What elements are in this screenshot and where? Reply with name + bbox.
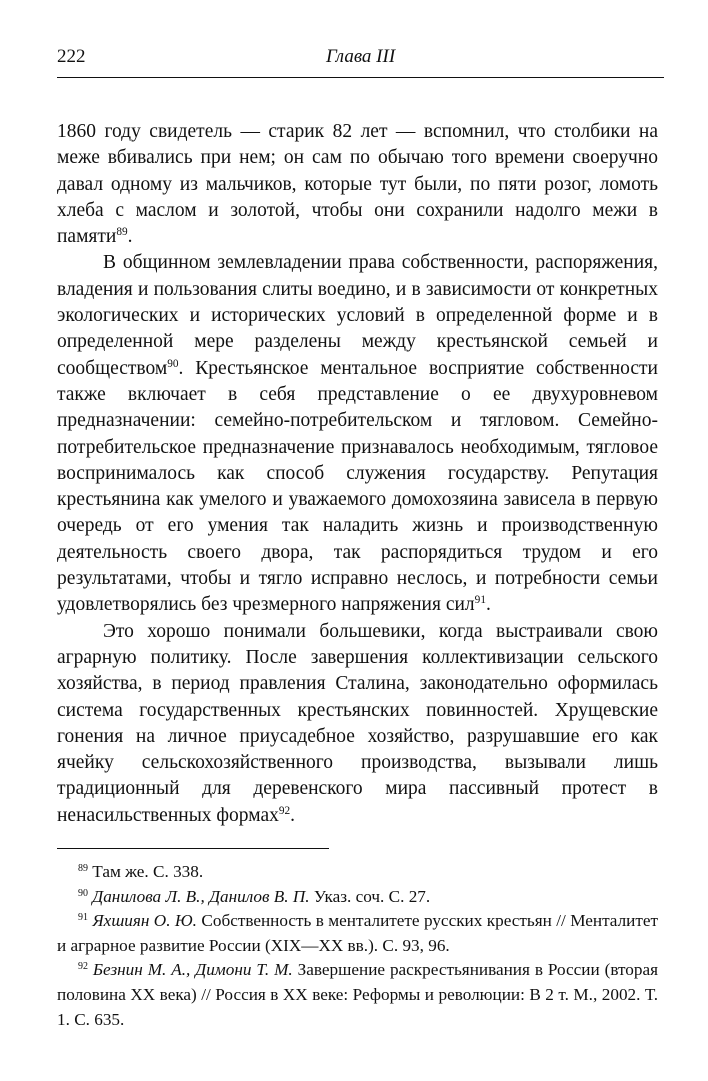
footnote-author: Безнин М. А., Димони Т. М. (92, 960, 293, 980)
paragraph-text: Это хорошо понимали большевики, когда выстраивали свою аграрную политику. После завершения коллективизации сельского хозяйства, в период правления Сталина, законодательно оформилась система государственных крестьянских повинностей. Хрущевские гонения на личное приусадебное хозяйство, разрушавшие его как ячейку сельскохозяйственного производства, вызывали лишь традиционный для деревенского мира пассивный протест в ненасильственных формах (57, 620, 658, 826)
footnote-text: Завершение раскрестьянивания в России (вторая половина XX века) // Россия в XX веке: Реформы и революции: В 2 т. М., 2002. Т. 1. С. 635. (57, 960, 659, 1029)
paragraph-end: . (127, 226, 133, 248)
footnote-number: 92 (78, 961, 88, 973)
main-text (57, 119, 658, 829)
footnote-90 (57, 885, 658, 910)
running-header (57, 42, 664, 72)
footnote-ref-89: 89 (116, 226, 128, 239)
footnote-ref-92: 92 (278, 804, 291, 817)
footnote-text: Собственность в менталитете русских крестьян // Менталитет и аграрное развитие России (XIX—XX вв.). С. 93, 96. (57, 911, 659, 955)
footnote-separator (57, 848, 329, 849)
footnote-91 (57, 909, 658, 958)
footnote-author: Яхшиян О. Ю. (92, 911, 197, 931)
footnote-text: Там же. С. 338. (92, 862, 204, 881)
footnote-89 (57, 860, 658, 885)
footnote-text: Указ. соч. С. 27. (313, 886, 431, 906)
footnote-92 (57, 958, 658, 1032)
paragraph-3 (57, 619, 658, 829)
footnote-ref-91: 91 (474, 594, 486, 607)
paragraph-end: . (485, 594, 491, 616)
paragraph-text-continued: . Крестьянское ментальное восприятие собственности также включает в себя представление о ее двухуровневом предназначении: семейно-потребительском и тягловом. Семейно-потребительское предназначение признавалось необходимым, тягловое воспринималось как способ служения государству. Репутация крестьянина как умелого и уважаемого домохозяина зависела в первую очередь от его умения так наладить жизнь и производственную деятельность своего двора, так распорядиться трудом и его результатами, чтобы и тягло исправно неслось, и потребности семьи удовлетворялись без чрезмерного напряжения сил (57, 357, 658, 616)
footnote-number: 91 (78, 912, 88, 924)
paragraph-text: В общинном землевладении права собственности, распоряжения, владения и пользования слиты воедино, и в зависимости от конкретных экологических и исторических условий в определенной форме и в определенной мере разделены между крестьянской семьей и сообществом (57, 252, 658, 379)
chapter-title: Глава III (326, 46, 396, 67)
paragraph-text: 1860 году свидетель — старик 82 лет — вспомнил, что столбики на меже вбивались при нем; он сам по обычаю того времени своеручно давал одному из мальчиков, которые тут были, по пяти розог, ломоть хлеба с маслом и золотой, чтобы они сохранили надолго межи в памяти (57, 121, 658, 248)
footnote-author: Данилова Л. В., Данилов В. П. (92, 886, 310, 906)
paragraph-2 (57, 250, 658, 618)
footnote-number: 89 (78, 862, 88, 874)
paragraph-1 (57, 119, 658, 250)
footnotes (57, 860, 658, 1032)
footnote-ref-90: 90 (167, 357, 179, 370)
page-number: 222 (57, 46, 86, 67)
paragraph-end: . (290, 804, 296, 826)
header-rule (57, 77, 664, 78)
footnote-number: 90 (78, 887, 88, 899)
